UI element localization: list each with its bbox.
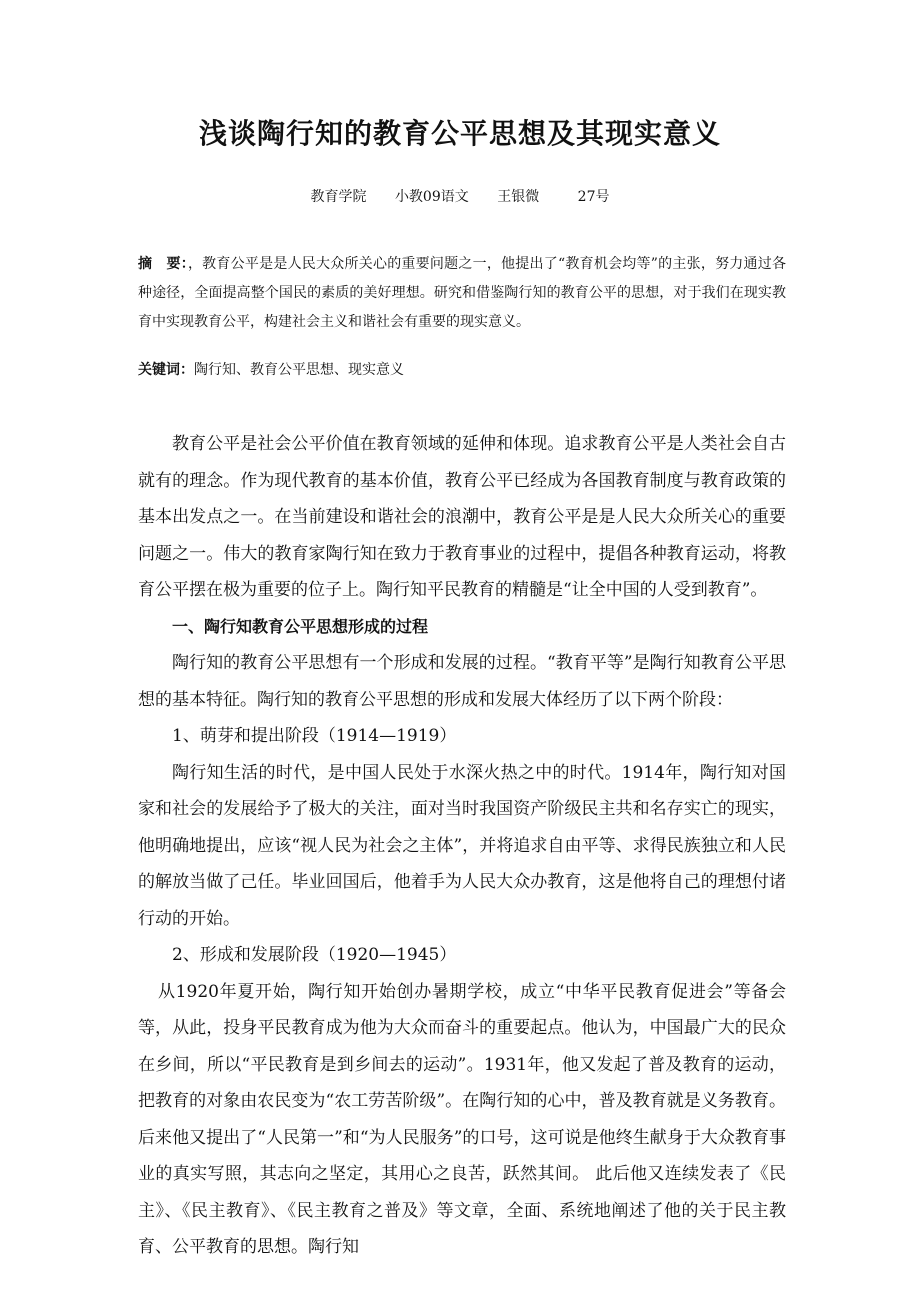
byline-author: 王银微	[497, 189, 540, 205]
abstract	[138, 250, 786, 337]
abstract-text: ，教育公平是是人民大众所关心的重要问题之一，他提出了“教育机会均等”的主张，努力通过各种途径，全面提高整个国民的素质的美好理想。研究和借鉴陶行知的教育公平的思想，对于我们在现实教育中实现教育公平，构建社会主义和谐社会有重要的现实意义。	[138, 256, 787, 330]
document-title: 浅谈陶行知的教育公平思想及其现实意义	[198, 117, 721, 150]
stage1-heading: 1、萌芽和提出阶段（1914—1919）	[172, 726, 457, 746]
intro-paragraph: 教育公平是社会公平价值在教育领域的延伸和体现。追求教育公平是人类社会自古就有的理念。作为现代教育的基本价值，教育公平已经成为各国教育制度与教育政策的基本出发点之一。在当前建设和谐社会的浪潮中，教育公平是是人民大众所关心的重要问题之一。伟大的教育家陶行知在致力于教育事业的过程中，提倡各种教育运动，将教育公平摆在极为重要的位子上。陶行知平民教育的精髓是“让全中国的人受到教育”。	[138, 434, 786, 600]
byline-class: 小教09语文	[394, 189, 469, 205]
stage2-heading: 2、形成和发展阶段（1920—1945）	[172, 945, 457, 965]
stage2-paragraph: 从1920年夏开始，陶行知开始创办暑期学校，成立“中华平民教育促进会”等备会等，从此，投身平民教育成为他为大众而奋斗的重要起点。他认为，中国最广大的民众在乡间，所以“平民教育是到乡间去的运动”。1931年，他又发起了普及教育的运动，把教育的对象由农民变为“农工劳苦阶级”。在陶行知的心中，普及教育就是义务教育。后来他又提出了“人民第一”和“为人民服务”的口号，这可说是他终生献身于大众教育事业的真实写照，其志向之坚定，其用心之良苦，跃然其间。 此后他又连续发表了《民主》、《民主教育》、《民主教育之普及》等文章，全面、系统地阐述了他的关于民主教育、公平教育的思想。陶行知	[138, 981, 786, 1257]
keywords-text: 陶行知、教育公平思想、现实意义	[194, 362, 404, 378]
abstract-label: 摘 要：	[138, 256, 188, 272]
keywords-label: 关键词：	[138, 362, 194, 378]
byline	[0, 186, 920, 206]
document-body	[138, 426, 786, 1266]
section1-intro-paragraph: 陶行知的教育公平思想有一个形成和发展的过程。“教育平等”是陶行知教育公平思想的基本特征。陶行知的教育公平思想的形成和发展大体经历了以下两个阶段：	[138, 653, 786, 710]
stage1-paragraph: 陶行知生活的时代，是中国人民处于水深火热之中的时代。1914年，陶行知对国家和社会的发展给予了极大的关注，面对当时我国资产阶级民主共和名存实亡的现实，他明确地提出，应该“视人民为社会之主体”，并将追求自由平等、求得民族独立和人民的解放当做了己任。毕业回国后，他着手为人民大众办教育，这是他将自己的理想付诸行动的开始。	[138, 762, 786, 929]
section1-heading: 一、陶行知教育公平思想形成的过程	[172, 616, 429, 636]
byline-number: 27号	[577, 189, 610, 205]
byline-department: 教育学院	[310, 189, 367, 205]
keywords	[138, 356, 786, 385]
